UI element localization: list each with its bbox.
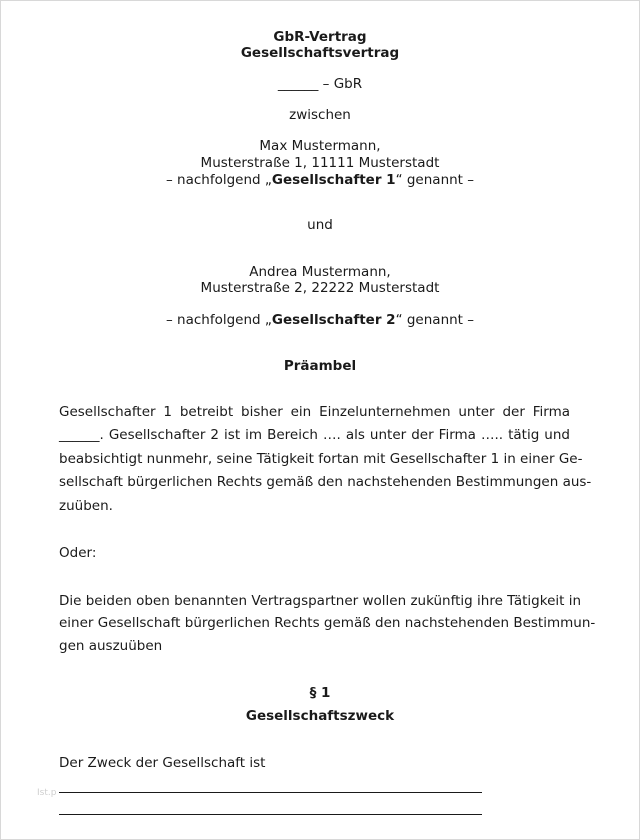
blank-fill-line [59, 814, 482, 815]
partner2-address: Musterstraße 2, 22222 Musterstadt [200, 280, 440, 296]
partner2-designation [0, 312, 640, 328]
blank-fill-line [59, 792, 482, 793]
alternative-line: Die beiden oben benannten Vertragspartner wollen zukünftig ihre Tätigkeit in [59, 593, 582, 609]
or-text: Oder: [59, 545, 97, 561]
alternative-line: einer Gesellschaft bürgerlichen Rechts gemäß den nachstehenden Bestimmun- [59, 615, 596, 631]
preamble-line: Gesellschafter 1 betreibt bisher ein Einzelunternehmen unter der Firma [59, 404, 570, 420]
preamble-line: sellschaft bürgerlichen Rechts gemäß den nachstehenden Bestimmungen aus- [59, 474, 592, 490]
preamble-line: zuüben. [59, 498, 113, 514]
gbr-name-line: ______ – GbR [277, 76, 363, 92]
purpose-intro: Der Zweck der Gesellschaft ist [59, 755, 266, 771]
watermark-text: Ist.p [37, 788, 57, 798]
alternative-line: gen auszuüben [59, 638, 163, 654]
partner2-name: Andrea Mustermann, [249, 264, 391, 280]
partner1-designation [0, 172, 640, 188]
between-text: zwischen [289, 107, 351, 123]
partner1-designation-prefix: – nachfolgend „ [165, 172, 272, 188]
preamble-line: ______. Gesellschafter 2 ist im Bereich …. als unter der Firma ….. tätig und [59, 427, 570, 443]
partner1-name: Max Mustermann, [259, 138, 381, 154]
partner1-designation-label: Gesellschafter 1 [271, 172, 396, 188]
section-title: Gesellschaftszweck [245, 708, 395, 724]
preamble-heading: Präambel [283, 358, 357, 374]
partner1-address: Musterstraße 1, 11111 Musterstadt [200, 155, 440, 171]
section-number: § 1 [309, 685, 331, 701]
preamble-line: beabsichtigt nunmehr, seine Tätigkeit fortan mit Gesellschafter 1 in einer Ge- [59, 451, 583, 467]
document-title: GbR-Vertrag [273, 29, 367, 45]
and-text: und [307, 217, 333, 233]
partner2-designation-prefix: – nachfolgend „ [165, 312, 272, 328]
partner2-designation-label: Gesellschafter 2 [271, 312, 396, 328]
document-subtitle: Gesellschaftsvertrag [240, 45, 400, 61]
partner2-designation-suffix: “ genannt – [395, 312, 475, 328]
partner1-designation-suffix: “ genannt – [395, 172, 475, 188]
